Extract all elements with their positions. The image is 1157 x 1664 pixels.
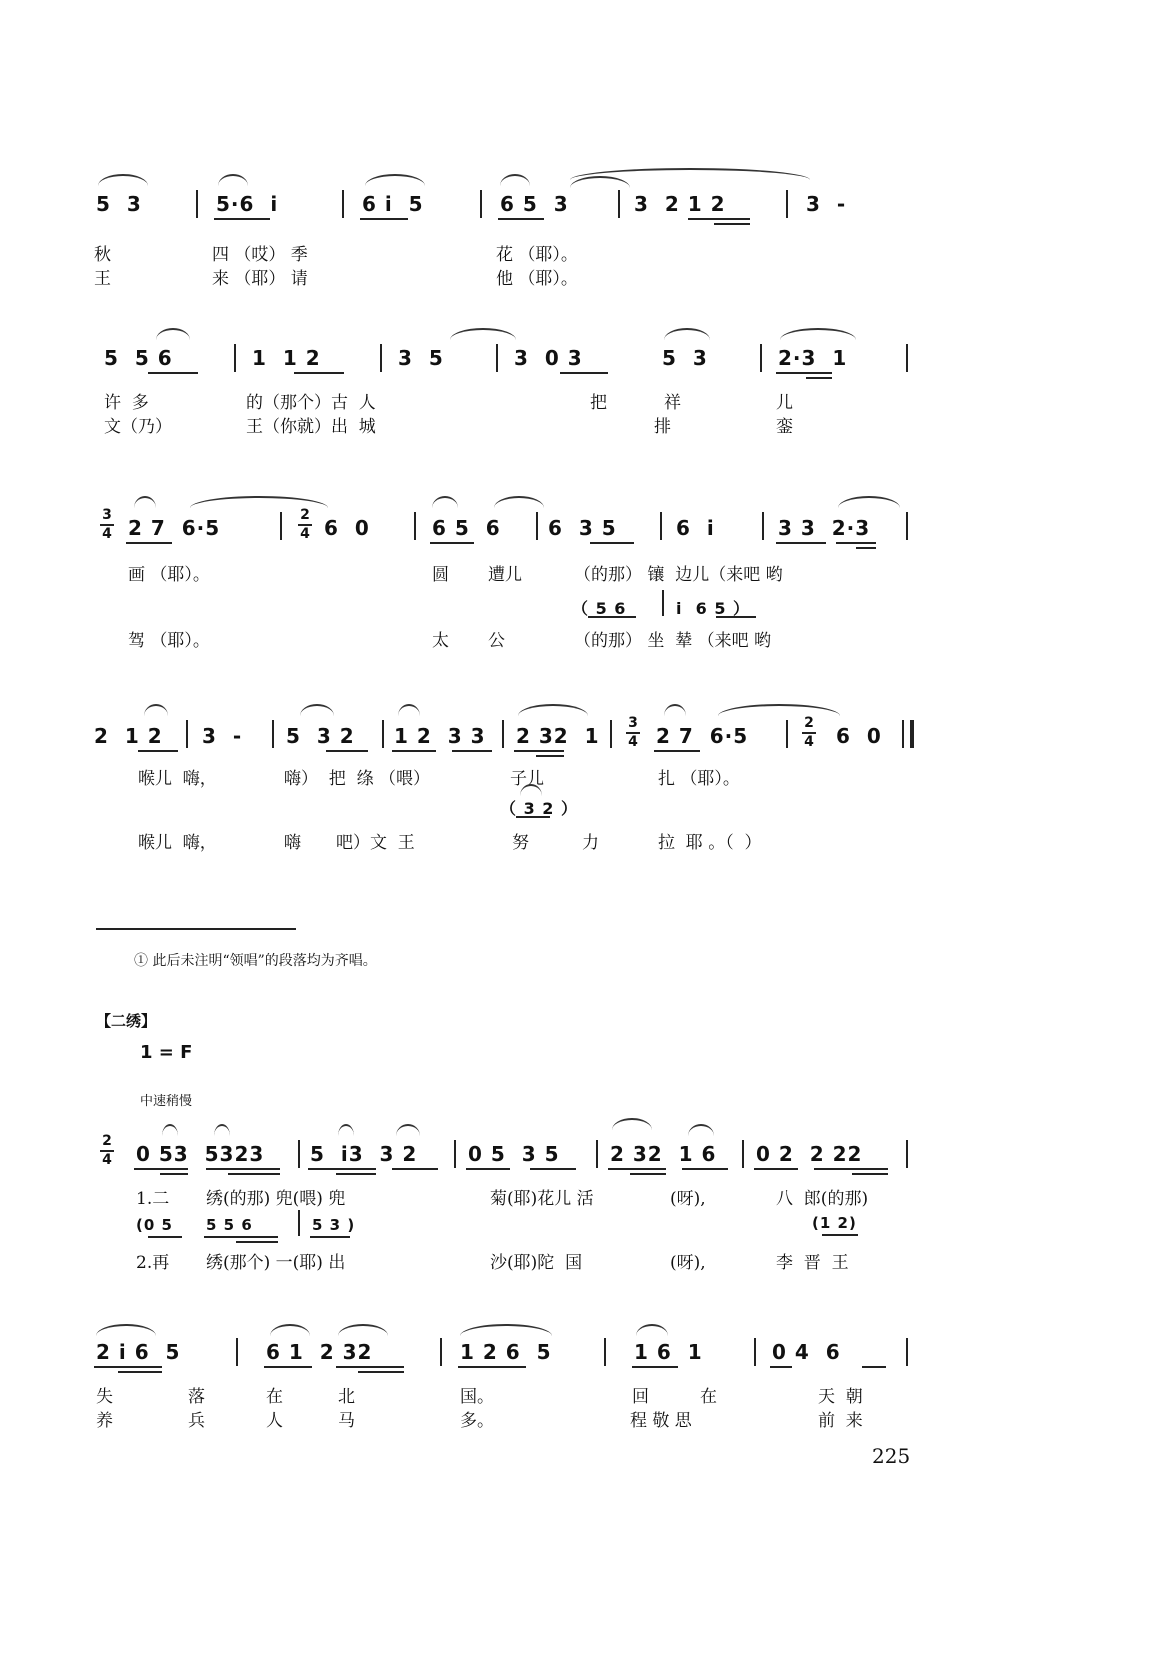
lyric-line-1: 失 xyxy=(96,1387,113,1407)
measure-notes: 6 5 6 xyxy=(432,516,501,540)
measure-notes: 6 1 2 32 xyxy=(266,1340,373,1364)
lyric-line-2: 马 xyxy=(338,1411,355,1431)
measure-notes: 5 i3 3 2 xyxy=(310,1142,418,1166)
measure-notes: 6 0 xyxy=(836,724,882,748)
lyric-line-2: 驾 （耶）。 xyxy=(128,631,210,651)
lyric-line-2: 拉 耶 。（ ） xyxy=(658,833,762,853)
measure-notes: 6 5 3 xyxy=(500,192,569,216)
measure-notes: 3 0 3 xyxy=(514,346,583,370)
lyric-line-1: 的（那个）古 人 xyxy=(246,393,376,413)
time-signature-2-4: 2 4 xyxy=(100,1134,114,1168)
measure-notes: 2 7 6·5 xyxy=(656,724,749,748)
lyric-line-1: 北 xyxy=(338,1387,355,1407)
measure-notes: 0 2 2 22 xyxy=(756,1142,863,1166)
measure-notes: 3 - xyxy=(806,192,847,216)
interlude-notes: (0 5 xyxy=(136,1216,173,1234)
lyric-line-1: 在 xyxy=(700,1387,717,1407)
measure-notes: 3 5 xyxy=(398,346,444,370)
interlude-notes: （ 5 6 xyxy=(572,599,627,618)
lyric-line-2: 王（你就）出 城 xyxy=(246,417,376,437)
measure-notes: 5 3 2 xyxy=(286,724,355,748)
lyric-line-2: 李 晋 王 xyxy=(776,1253,849,1273)
lyric-line-2: 养 xyxy=(96,1411,113,1431)
lyric-line-2: 公 xyxy=(488,631,505,651)
lyric-line-2: 多。 xyxy=(460,1411,494,1431)
lyric-line-1: 嗨） 把 绦 （喂） xyxy=(284,769,431,789)
time-signature-2-4: 2 4 xyxy=(298,508,312,542)
measure-notes: 2 1 2 xyxy=(94,724,163,748)
lyric-line-1: 许 多 xyxy=(104,393,149,413)
time-signature-3-4: 3 4 xyxy=(100,508,114,542)
measure-notes: 0 4 6 xyxy=(772,1340,841,1364)
measure-notes: 3 3 2·3 xyxy=(778,516,871,540)
lyric-line-2: 兵 xyxy=(188,1411,205,1431)
measure-notes: 0 5 3 5 xyxy=(468,1142,560,1166)
lyric-line-2: 程 敬 思 xyxy=(630,1411,692,1431)
lyric-line-1: 喉儿 嗨， xyxy=(138,769,217,789)
measure-notes: 6 3 5 xyxy=(548,516,617,540)
lyric-line-1: 1.二 xyxy=(136,1189,170,1209)
footnote-rule xyxy=(96,928,296,930)
measure-notes: 5·6 i xyxy=(216,192,279,216)
lyric-line-2: 喉儿 嗨， xyxy=(138,833,217,853)
lyric-line-1: 把 xyxy=(590,393,607,413)
lyric-line-2: 努 xyxy=(512,833,529,853)
measure-notes: 2 32 1 6 xyxy=(610,1142,717,1166)
measure-notes: 6 0 xyxy=(324,516,370,540)
measure-notes: 3 - xyxy=(202,724,243,748)
lyric-line-2: 銮 xyxy=(776,417,793,437)
lyric-line-2: 文（乃） xyxy=(104,417,172,437)
lyric-line-1: 在 xyxy=(266,1387,283,1407)
measure-notes: 0 53 5323 xyxy=(136,1142,265,1166)
interlude-notes: (1 2) xyxy=(812,1214,857,1232)
measure-notes: 1 1 2 xyxy=(252,346,321,370)
lyric-line-2: 2.再 xyxy=(136,1253,170,1273)
lyric-line-1: 国。 xyxy=(460,1387,494,1407)
time-signature-2-4: 2 4 xyxy=(802,716,816,750)
lyric-line-2: 吧）文 王 xyxy=(336,833,415,853)
lyric-line-1: 秋 xyxy=(94,245,111,265)
lyric-line-1: 四 （哎） 季 xyxy=(212,245,308,265)
lyric-line-2: 嗨 xyxy=(284,833,301,853)
lyric-line-2: 人 xyxy=(266,1411,283,1431)
lyric-line-1: 天 朝 xyxy=(818,1387,863,1407)
time-signature-3-4: 3 4 xyxy=(626,716,640,750)
lyric-line-2: 沙(耶)陀 国 xyxy=(490,1253,583,1273)
measure-notes: 3 2 1 2 xyxy=(634,192,726,216)
lyric-line-1: 儿 xyxy=(776,393,793,413)
lyric-line-2: 王 xyxy=(94,269,111,289)
measure-notes: 6 i 5 xyxy=(362,192,424,216)
measure-notes: 1 6 1 xyxy=(634,1340,703,1364)
lyric-line-1: 画 （耶）。 xyxy=(128,565,210,585)
measure-notes: 2·3 1 xyxy=(778,346,848,370)
footnote: ① 此后未注明“领唱”的段落均为齐唱。 xyxy=(134,953,377,969)
measure-notes: 5 3 xyxy=(662,346,708,370)
measure-notes: 2 32 1 xyxy=(516,724,600,748)
lyric-line-1: (呀), xyxy=(670,1189,706,1209)
lyric-line-2: 排 xyxy=(654,417,671,437)
section-title: 【二绣】 xyxy=(96,1012,157,1030)
measure-notes: 5 3 xyxy=(96,192,142,216)
lyric-line-2: 来 （耶） 请 xyxy=(212,269,308,289)
lyric-line-2: 绣(那个) 一(耶) 出 xyxy=(206,1253,346,1273)
lyric-line-2: 他 （耶）。 xyxy=(496,269,578,289)
key-signature: 1 = F xyxy=(140,1042,193,1063)
lyric-line-1: 子儿 xyxy=(510,769,544,789)
final-barline xyxy=(902,720,914,748)
lyric-line-1: （的那） 镶 边儿（来吧 哟 xyxy=(574,565,783,585)
measure-notes: 1 2 3 3 xyxy=(394,724,486,748)
lyric-line-2: 太 xyxy=(432,631,449,651)
lyric-line-1: 祥 xyxy=(664,393,681,413)
measure-notes: 2 i 6 5 xyxy=(96,1340,181,1364)
lyric-line-1: 遭儿 xyxy=(488,565,522,585)
measure-notes: 1 2 6 5 xyxy=(460,1340,552,1364)
interlude-notes: 5 3 ) xyxy=(312,1216,356,1234)
interlude-notes: 5 5 6 xyxy=(206,1216,253,1234)
lyric-line-1: 扎 （耶）。 xyxy=(658,769,740,789)
lyric-line-1: 花 （耶）。 xyxy=(496,245,578,265)
lyric-line-2: 前 来 xyxy=(818,1411,863,1431)
lyric-line-1: 落 xyxy=(188,1387,205,1407)
lyric-line-1: 菊(耶)花儿 活 xyxy=(490,1189,594,1209)
lyric-line-2: （的那） 坐 辇 （来吧 哟 xyxy=(574,631,772,651)
lyric-line-1: 绣(的那) 兜(喂) 兜 xyxy=(206,1189,346,1209)
interlude-notes: i 6 5 ） xyxy=(676,599,751,618)
lyric-line-1: 圆 xyxy=(432,565,449,585)
lyric-line-2: (呀), xyxy=(670,1253,706,1273)
lyric-line-2: 力 xyxy=(582,833,599,853)
lyric-line-1: 八 郎(的那) xyxy=(776,1189,869,1209)
page-number: 225 xyxy=(872,1444,911,1468)
measure-notes: 2 7 6·5 xyxy=(128,516,221,540)
measure-notes: 6 i xyxy=(676,516,715,540)
tempo-marking: 中速稍慢 xyxy=(140,1094,193,1109)
interlude-notes: （ 3 2 ） xyxy=(500,799,578,818)
measure-notes: 5 5 6 xyxy=(104,346,173,370)
lyric-line-1: 回 xyxy=(632,1387,649,1407)
